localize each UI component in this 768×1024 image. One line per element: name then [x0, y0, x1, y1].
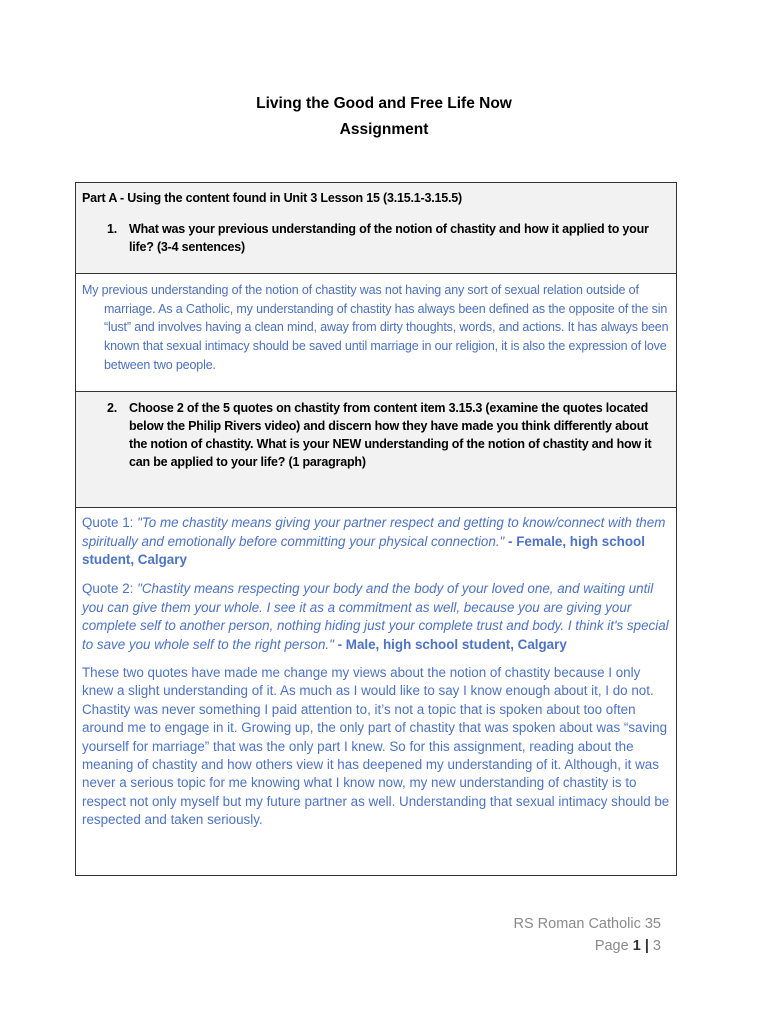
page-label: Page	[594, 938, 633, 954]
footer-course: RS Roman Catholic 35	[513, 916, 661, 932]
quote2-attribution: - Male, high school student, Calgary	[333, 636, 567, 652]
quote2-label: Quote 2:	[82, 581, 138, 596]
page-current: 1	[632, 938, 641, 954]
question1-text: What was your previous understanding of the notion of chastity and how it applied to your life? (3-4 sentences)	[129, 222, 649, 254]
document-title: Living the Good and Free Life Now	[256, 95, 512, 112]
answer2-text: These two quotes have made me change my views about the notion of chastity because I only knew a slight understanding of it. As much as I would like to say I know enough about it, I do not. Chastity was never something I paid attention to, it’s not a topic that is spoken about too often around me to engage in it. Growing up, the only part of chastity that was spoken about was “saving yourself for marriage” that was the only part I knew. So for this assignment, reading about the meaning of chastity and how others view it has deepened my understanding of it. Although, it was never a serious topic for me knowing what I know now, my new understanding of chastity is to respect not only myself but my future partner as well. Understanding that sexual intimacy should be respected and taken seriously.	[82, 665, 670, 828]
question1-number: 1.	[107, 222, 118, 236]
question2-number: 2.	[107, 401, 118, 415]
quote1-text: "To me chastity means giving your partner respect and getting to know/connect with them spiritually and emotionally before committing your physical connection."	[82, 515, 666, 549]
question2-cell	[76, 392, 676, 508]
question2-text: Choose 2 of the 5 quotes on chastity from content item 3.15.3 (examine the quotes located below the Philip Rivers video) and discern how they have made you think differently about the notion of chastity. What is your NEW understanding of the notion of chastity and how it can be applied to your life? (1 paragraph)	[129, 401, 652, 469]
answer2-cell	[76, 508, 676, 875]
footer-page-number	[595, 938, 661, 954]
answer1-cell	[76, 274, 676, 392]
page-total: 3	[652, 938, 661, 954]
quote2-text: "Chastity means respecting your body and the body of your loved one, and waiting until you can give them your whole. I see it as a commitment as well, because you are giving your complete self to another person, nothing hiding just your complete trust and body. I think it's special to save you whole self to the right person."	[82, 581, 669, 652]
question1-cell	[76, 183, 676, 274]
quote1-label: Quote 1:	[82, 515, 138, 530]
quote2	[82, 580, 672, 654]
part-heading: Part A - Using the content found in Unit 3 Lesson 15 (3.15.1-3.15.5)	[82, 191, 462, 205]
assignment-table	[75, 182, 677, 876]
page-separator: |	[640, 938, 653, 954]
answer1-text: My previous understanding of the notion of chastity was not having any sort of sexual relation outside of marriage. As a Catholic, my understanding of chastity has always been defined as the opposite of the sin “lust” and involves having a clean mind, away from dirty thoughts, words, and actions. It has always been known that sexual intimacy should be saved until marriage in our religion, it is also the expression of love between two people.	[82, 283, 669, 372]
quote1	[82, 514, 672, 570]
document-subtitle: Assignment	[339, 121, 429, 138]
quote1-attribution: - Female, high school student, Calgary	[82, 533, 645, 567]
